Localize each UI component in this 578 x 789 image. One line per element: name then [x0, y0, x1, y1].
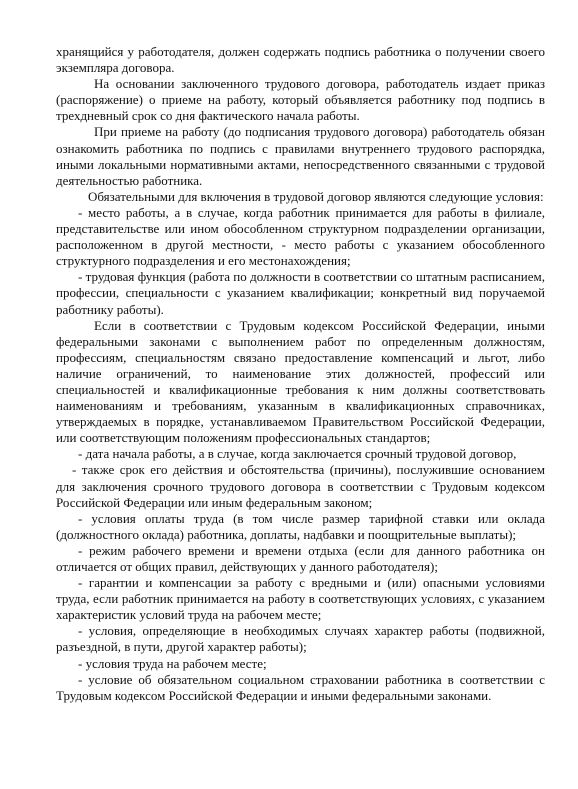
- list-item-place-of-work: - место работы, а в случае, когда работник принимается для работы в филиале, представительстве или ином обособленном структурном подразделении организации, расположенном в другой местности, - место работы с указанием обособленного структурного подразделения и его местонахождения;: [56, 204, 545, 269]
- list-item-remuneration: - условия оплаты труда (в том числе размер тарифной ставки или оклада (должностного оклада) работника, доплаты, надбавки и поощрительные выплаты);: [56, 510, 545, 542]
- paragraph-hiring-order: На основании заключенного трудового договора, работодатель издает приказ (распоряжение) о приеме на работу, который объявляется работнику под подпись в трехдневный срок со дня фактического начала работы.: [56, 76, 545, 124]
- list-item-hazard-compensation: - гарантии и компенсации за работу с вредными и (или) опасными условиями труда, если работник принимается на работу в соответствующих условиях, с указанием характеристик условий труда на рабочем месте;: [56, 575, 545, 623]
- list-item-work-nature: - условия, определяющие в необходимых случаях характер работы (подвижной, разъездной, в пути, другой характер работы);: [56, 623, 545, 655]
- list-item-term: - также срок его действия и обстоятельства (причины), послужившие основанием для заключения срочного трудового договора в соответствии с Трудовым кодексом Российской Федерации или иным федеральным законом;: [56, 462, 545, 510]
- list-item-work-schedule: - режим рабочего времени и времени отдыха (если для данного работника он отличается от общих правил, действующих у данного работодателя);: [56, 542, 545, 574]
- paragraph-familiarization: При приеме на работу (до подписания трудового договора) работодатель обязан ознакомить работника по подпись с правилами внутреннего трудового распорядка, иными локальными нормативными актами, непосредственного связанными с трудовой деятельностью работника.: [56, 124, 545, 188]
- list-item-social-insurance: - условие об обязательном социальном страховании работника в соответствии с Трудовым кодексом Российской Федерации и иными федеральными законами.: [56, 671, 545, 703]
- paragraph-qualification-requirements: Если в соответствии с Трудовым кодексом Российской Федерации, иными федеральными законами с выполнением работ по определенным должностям, профессиям, специальностям связано предоставление компенсаций и льгот, либо наличие ограничений, то наименование этих должностей, профессий или специальностей и квалификационные требования к ним должны соответствовать наименованиям и требованиям, указанным в квалификационных справочниках, утверждаемых в порядке, устанавливаемом Правительством Российской Федерации, или соответствующим положениям профессиональных стандартов;: [56, 317, 545, 446]
- list-item-labor-function: - трудовая функция (работа по должности в соответствии со штатным расписанием, профессии, специальности с указанием квалификации; конкретный вид поручаемой работнику работы).: [56, 269, 545, 317]
- list-item-start-date: - дата начала работы, а в случае, когда заключается срочный трудовой договор,: [78, 446, 517, 462]
- document-text: [56, 44, 545, 704]
- paragraph-mandatory-conditions: Обязательными для включения в трудовой договор являются следующие условия:: [88, 188, 544, 204]
- list-item-working-conditions: - условия труда на рабочем месте;: [78, 655, 267, 671]
- paragraph-signature-receipt: хранящийся у работодателя, должен содержать подпись работника о получении своего экземпляра договора.: [56, 44, 545, 76]
